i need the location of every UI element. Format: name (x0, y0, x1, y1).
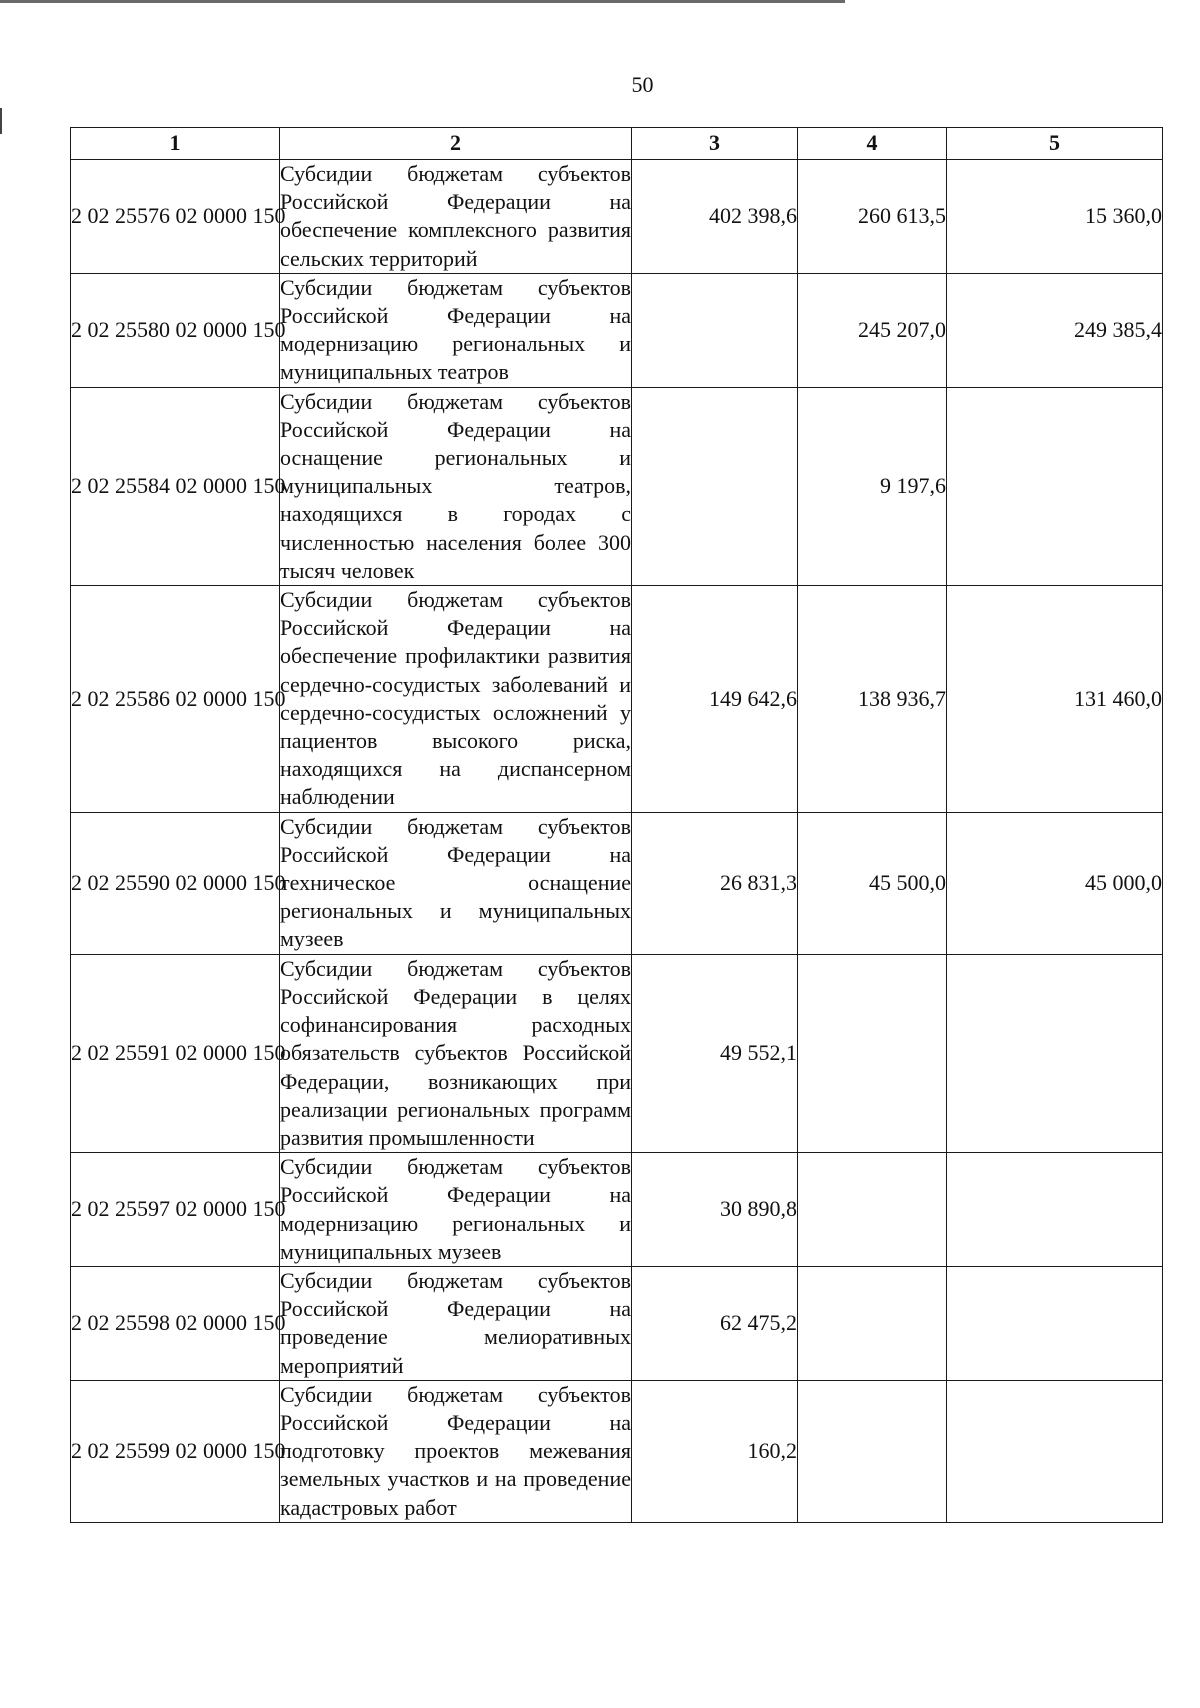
column-header-3: 3 (632, 128, 798, 160)
description-cell: Субсидии бюджетам субъектов Российской Федерации на обеспечение комплексного развития сельских территорий (280, 160, 632, 274)
budget-table (70, 127, 1163, 1523)
column-header-2: 2 (280, 128, 632, 160)
table-row (71, 387, 1163, 585)
amount-col3-cell: 62 475,2 (632, 1266, 798, 1380)
top-border-line (0, 0, 845, 3)
amount-col3-cell (632, 273, 798, 387)
budget-code-cell: 2 02 25599 02 0000 150 (71, 1380, 280, 1522)
budget-code-cell: 2 02 25586 02 0000 150 (71, 586, 280, 813)
budget-code-cell: 2 02 25584 02 0000 150 (71, 387, 280, 585)
description-cell: Субсидии бюджетам субъектов Российской Федерации на техническое оснащение региональных и муниципальных музеев (280, 812, 632, 954)
amount-col4-cell (798, 1153, 947, 1267)
amount-col4-cell: 45 500,0 (798, 812, 947, 954)
amount-col4-cell: 138 936,7 (798, 586, 947, 813)
description-cell: Субсидии бюджетам субъектов Российской Федерации на обеспечение профилактики развития сердечно-сосудистых заболеваний и сердечно-сосудистых осложнений у пациентов высокого риска, находящихся на диспансерном наблюдении (280, 586, 632, 813)
amount-col3-cell: 149 642,6 (632, 586, 798, 813)
table-row (71, 586, 1163, 813)
column-header-5: 5 (947, 128, 1163, 160)
amount-col4-cell (798, 954, 947, 1152)
table-row (71, 954, 1163, 1152)
column-header-1: 1 (71, 128, 280, 160)
amount-col5-cell: 249 385,4 (947, 273, 1163, 387)
description-cell: Субсидии бюджетам субъектов Российской Федерации на проведение мелиоративных мероприятий (280, 1266, 632, 1380)
budget-code-cell: 2 02 25590 02 0000 150 (71, 812, 280, 954)
page-number: 50 (631, 72, 654, 97)
amount-col5-cell (947, 954, 1163, 1152)
budget-code-cell: 2 02 25598 02 0000 150 (71, 1266, 280, 1380)
column-header-4: 4 (798, 128, 947, 160)
budget-code-cell: 2 02 25591 02 0000 150 (71, 954, 280, 1152)
amount-col3-cell: 49 552,1 (632, 954, 798, 1152)
table-row (71, 1266, 1163, 1380)
description-cell: Субсидии бюджетам субъектов Российской Федерации на модернизацию региональных и муниципальных музеев (280, 1153, 632, 1267)
scan-margin-mark (0, 108, 2, 134)
amount-col3-cell: 30 890,8 (632, 1153, 798, 1267)
amount-col5-cell (947, 1266, 1163, 1380)
table-row (71, 273, 1163, 387)
amount-col4-cell (798, 1380, 947, 1522)
amount-col4-cell: 260 613,5 (798, 160, 947, 274)
amount-col5-cell: 45 000,0 (947, 812, 1163, 954)
budget-code-cell: 2 02 25597 02 0000 150 (71, 1153, 280, 1267)
table-row (71, 160, 1163, 274)
amount-col4-cell (798, 1266, 947, 1380)
description-cell: Субсидии бюджетам субъектов Российской Федерации в целях софинансирования расходных обязательств субъектов Российской Федерации, возникающих при реализации региональных программ развития промышленности (280, 954, 632, 1152)
amount-col4-cell: 9 197,6 (798, 387, 947, 585)
amount-col5-cell (947, 1380, 1163, 1522)
description-cell: Субсидии бюджетам субъектов Российской Федерации на подготовку проектов межевания земельных участков и на проведение кадастровых работ (280, 1380, 632, 1522)
table-row (71, 812, 1163, 954)
amount-col3-cell: 26 831,3 (632, 812, 798, 954)
amount-col5-cell (947, 387, 1163, 585)
table-row (71, 1153, 1163, 1267)
description-cell: Субсидии бюджетам субъектов Российской Федерации на модернизацию региональных и муниципальных театров (280, 273, 632, 387)
amount-col3-cell: 160,2 (632, 1380, 798, 1522)
table-row (71, 1380, 1163, 1522)
amount-col5-cell: 131 460,0 (947, 586, 1163, 813)
amount-col5-cell (947, 1153, 1163, 1267)
amount-col4-cell: 245 207,0 (798, 273, 947, 387)
amount-col3-cell (632, 387, 798, 585)
budget-code-cell: 2 02 25576 02 0000 150 (71, 160, 280, 274)
amount-col3-cell: 402 398,6 (632, 160, 798, 274)
description-cell: Субсидии бюджетам субъектов Российской Федерации на оснащение региональных и муниципальных театров, находящихся в городах с численностью населения более 300 тысяч человек (280, 387, 632, 585)
budget-code-cell: 2 02 25580 02 0000 150 (71, 273, 280, 387)
amount-col5-cell: 15 360,0 (947, 160, 1163, 274)
header-row (71, 128, 1163, 160)
